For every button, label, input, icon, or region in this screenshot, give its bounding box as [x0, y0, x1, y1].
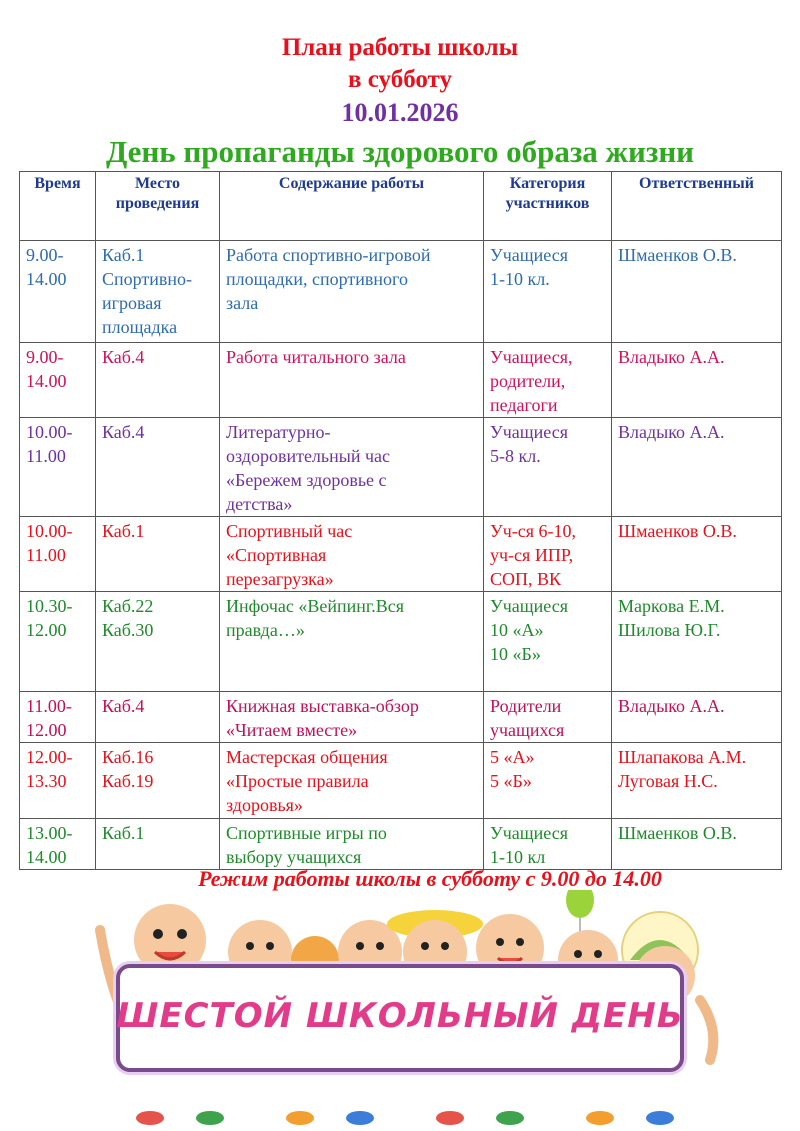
cell-content-line: Работа читального зала — [226, 347, 406, 367]
cell-time-line: 11.00 — [26, 545, 66, 565]
plan-title-day: в субботу — [348, 66, 452, 93]
cell-place — [96, 241, 220, 343]
cell-place — [96, 743, 220, 819]
cell-responsible-line: Владыко А.А. — [618, 347, 725, 367]
table-row — [20, 592, 782, 692]
cell-category — [484, 517, 612, 592]
cell-time-line: 14.00 — [26, 371, 67, 391]
cell-category-line: педагоги — [490, 395, 558, 415]
cell-place — [96, 517, 220, 592]
cell-content-line: Книжная выставка-обзор — [226, 696, 419, 716]
plan-subtitle: День пропаганды здорового образа жизни — [105, 134, 695, 169]
cell-content-line: «Спортивная — [226, 545, 327, 565]
cell-time — [20, 343, 96, 418]
cell-content-line: Литературно- — [226, 422, 331, 442]
cell-category-line: учащихся — [490, 720, 565, 740]
cell-content-line: «Бережем здоровье с — [226, 470, 387, 490]
cell-time-line: 12.00- — [26, 747, 73, 767]
cell-place — [96, 343, 220, 418]
cell-responsible — [612, 343, 782, 418]
cell-time-line: 10.00- — [26, 521, 73, 541]
cell-category-line: СОП, ВК — [490, 569, 562, 589]
table-row — [20, 241, 782, 343]
cell-place-line: Каб.1 — [102, 823, 145, 843]
cell-responsible-line: Владыко А.А. — [618, 696, 725, 716]
table-row — [20, 517, 782, 592]
cell-content-line: детства» — [226, 494, 293, 514]
cell-content-line: оздоровительный час — [226, 446, 391, 466]
table-header-row — [20, 172, 782, 241]
column-header-category: Категория участников — [484, 172, 612, 241]
cell-content — [220, 241, 484, 343]
cell-content-line: зала — [226, 293, 259, 313]
cell-place-line: Каб.4 — [102, 347, 145, 367]
cell-category-line: 5-8 кл. — [490, 446, 541, 466]
cell-category-line: 1-10 кл. — [490, 269, 550, 289]
cell-place-line: Каб.30 — [102, 620, 154, 640]
cell-responsible-line: Луговая Н.С. — [618, 771, 718, 791]
cell-category-line: Учащиеся, — [490, 347, 573, 367]
cell-category — [484, 692, 612, 743]
cell-place-line: Каб.16 — [102, 747, 154, 767]
plan-date: 10.01.2026 — [341, 98, 459, 127]
cell-time — [20, 819, 96, 870]
cell-category-line: Учащиеся — [490, 823, 568, 843]
cell-category — [484, 743, 612, 819]
column-header-place: Место проведения — [96, 172, 220, 241]
cell-time-line: 10.30- — [26, 596, 73, 616]
column-header-content: Содержание работы — [220, 172, 484, 241]
cell-responsible — [612, 819, 782, 870]
cell-place-line: Каб.22 — [102, 596, 154, 616]
cell-responsible-line: Шмаенков О.В. — [618, 823, 737, 843]
cell-category-line: уч-ся ИПР, — [490, 545, 574, 565]
cell-content — [220, 743, 484, 819]
cell-content-line: Спортивный час — [226, 521, 353, 541]
cell-time-line: 10.00- — [26, 422, 73, 442]
cell-time-line: 14.00 — [26, 847, 67, 867]
cell-category — [484, 819, 612, 870]
cell-time — [20, 517, 96, 592]
cell-content-line: правда…» — [226, 620, 305, 640]
cell-category-line: Учащиеся — [490, 596, 568, 616]
cell-category-line: Родители — [490, 696, 562, 716]
cell-content-line: Работа спортивно-игровой — [226, 245, 431, 265]
cell-category-line: Учащиеся — [490, 245, 568, 265]
cell-content-line: площадки, спортивного — [226, 269, 408, 289]
cell-time-line: 14.00 — [26, 269, 67, 289]
cell-responsible-line: Шмаенков О.В. — [618, 521, 737, 541]
cell-content-line: здоровья» — [226, 795, 303, 815]
cell-category — [484, 418, 612, 517]
cell-responsible-line: Шилова Ю.Г. — [618, 620, 721, 640]
cell-content-line: «Читаем вместе» — [226, 720, 358, 740]
cell-category — [484, 592, 612, 692]
cell-category-line: 10 «Б» — [490, 644, 541, 664]
cell-time-line: 11.00- — [26, 696, 72, 716]
plan-title: План работы школы — [281, 34, 519, 61]
schedule-table — [19, 171, 782, 870]
cell-category-line: 10 «А» — [490, 620, 544, 640]
cell-category — [484, 343, 612, 418]
cell-place — [96, 418, 220, 517]
cell-responsible-line: Маркова Е.М. — [618, 596, 725, 616]
cell-place-line: площадка — [102, 317, 178, 337]
table-row — [20, 692, 782, 743]
column-header-responsible: Ответственный — [612, 172, 782, 241]
cell-time-line: 13.30 — [26, 771, 67, 791]
cell-place-line: Каб.4 — [102, 422, 145, 442]
cell-content — [220, 692, 484, 743]
cell-place — [96, 692, 220, 743]
cell-place — [96, 819, 220, 870]
cell-responsible — [612, 743, 782, 819]
cell-content-line: Инфочас «Вейпинг.Вся — [226, 596, 405, 616]
cell-time — [20, 241, 96, 343]
cell-content-line: Мастерская общения — [226, 747, 388, 767]
table-row — [20, 418, 782, 517]
cell-content — [220, 517, 484, 592]
cell-content — [220, 819, 484, 870]
cell-category-line: Учащиеся — [490, 422, 568, 442]
cell-content-line: «Простые правила — [226, 771, 369, 791]
cell-place-line: Каб.1 — [102, 521, 145, 541]
table-row — [20, 743, 782, 819]
cell-category-line: 5 «А» — [490, 747, 535, 767]
banner-illustration — [60, 890, 740, 1130]
cell-content — [220, 592, 484, 692]
column-header-time: Время — [20, 172, 96, 241]
cell-time — [20, 418, 96, 517]
cell-time — [20, 592, 96, 692]
cell-responsible — [612, 592, 782, 692]
cell-content — [220, 343, 484, 418]
cell-place-line: Каб.4 — [102, 696, 145, 716]
cell-time-line: 12.00 — [26, 720, 67, 740]
cell-place-line: игровая — [102, 293, 162, 313]
working-hours-note: Режим работы школы в субботу с 9.00 до 14.00 — [198, 866, 662, 891]
cell-responsible-line: Владыко А.А. — [618, 422, 725, 442]
cell-responsible — [612, 517, 782, 592]
cell-category-line: Уч-ся 6-10, — [490, 521, 577, 541]
cell-content-line: Спортивные игры по — [226, 823, 387, 843]
cell-content-line: перезагрузка» — [226, 569, 334, 589]
cell-place-line: Спортивно- — [102, 269, 193, 289]
cell-responsible-line: Шлапакова А.М. — [618, 747, 747, 767]
cell-time-line: 13.00- — [26, 823, 73, 843]
cell-responsible — [612, 241, 782, 343]
cell-responsible-line: Шмаенков О.В. — [618, 245, 737, 265]
cell-place-line: Каб.1 — [102, 245, 145, 265]
table-row — [20, 819, 782, 870]
cell-time-line: 9.00- — [26, 245, 64, 265]
cell-content-line: выбору учащихся — [226, 847, 362, 867]
cell-category-line: 5 «Б» — [490, 771, 532, 791]
cell-category-line: 1-10 кл — [490, 847, 546, 867]
cell-time-line: 11.00 — [26, 446, 66, 466]
cell-time — [20, 692, 96, 743]
cell-content — [220, 418, 484, 517]
cell-category-line: родители, — [490, 371, 566, 391]
cell-place — [96, 592, 220, 692]
cell-responsible — [612, 692, 782, 743]
cell-time — [20, 743, 96, 819]
table-row — [20, 343, 782, 418]
banner-title: ШЕСТОЙ ШКОЛЬНЫЙ ДЕНЬ — [116, 996, 684, 1036]
schedule-body — [20, 241, 782, 870]
cell-place-line: Каб.19 — [102, 771, 154, 791]
cell-time-line: 12.00 — [26, 620, 67, 640]
cell-time-line: 9.00- — [26, 347, 64, 367]
cell-category — [484, 241, 612, 343]
cell-responsible — [612, 418, 782, 517]
